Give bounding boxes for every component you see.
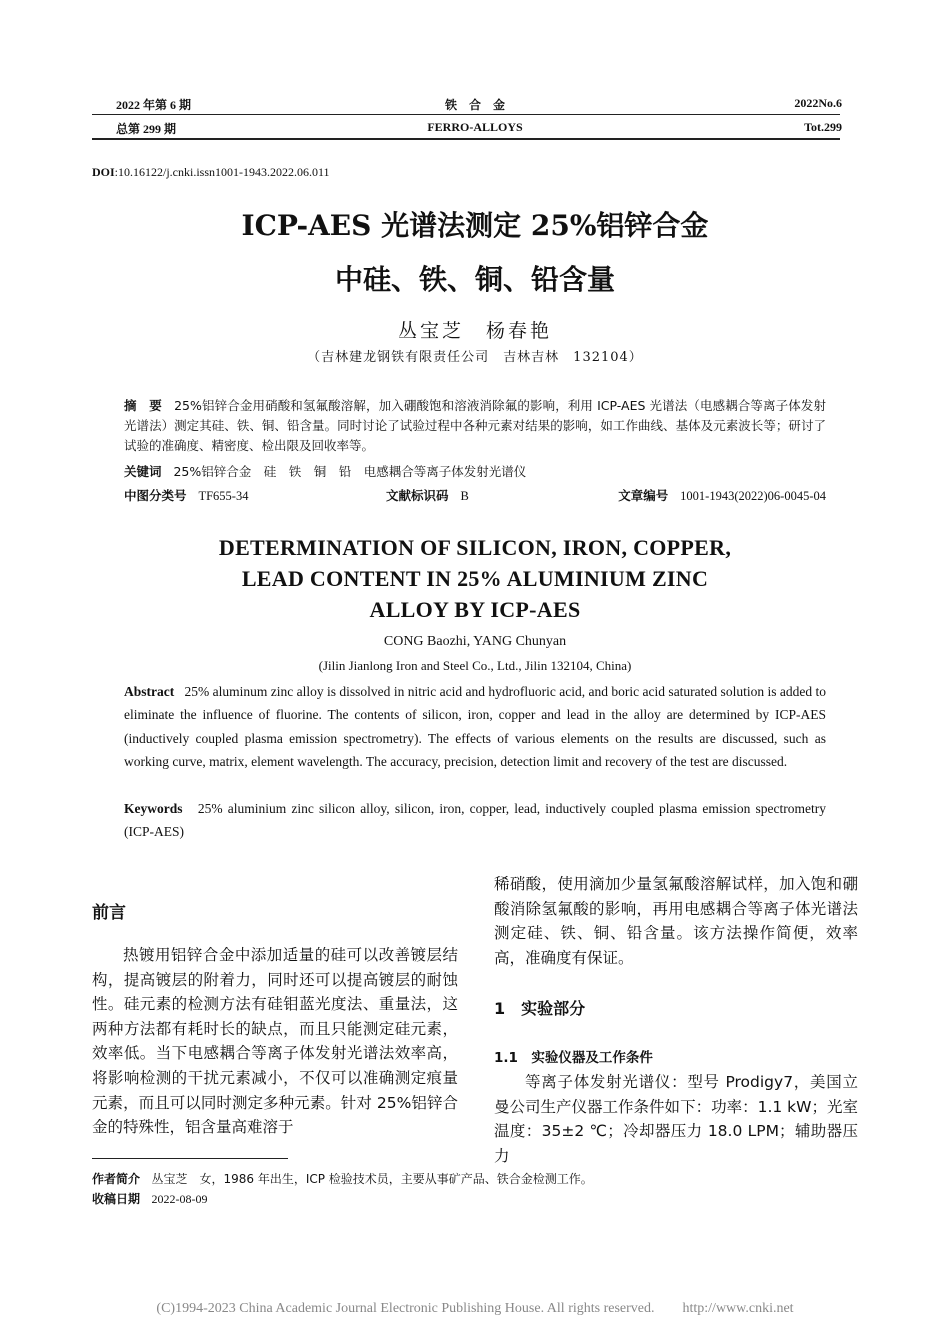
article-no-value: 1001-1943(2022)06-0045-04 [680,489,826,503]
article-no-label: 文章编号 [618,488,669,503]
section-heading-1: 1 实验部分 [494,999,586,1018]
author-bio-label: 作者简介 [92,1172,141,1186]
section-heading-1-1: 1.1 实验仪器及工作条件 [494,1050,653,1066]
affiliation-en: (Jilin Jianlong Iron and Steel Co., Ltd., Jilin 132104, China) [318,658,632,673]
total-issue-en: Tot.299 [804,120,842,134]
header-divider [92,114,840,115]
doi-label: DOI [92,165,115,179]
doi-value: :10.16122/j.cnki.issn1001-1943.2022.06.011 [114,165,330,179]
right-col-paragraph-2: 等离子体发射光谱仪：型号 Prodigy7，美国立曼公司生产仪器工作条件如下：功率：1.1 kW；光室温度：35±2 ℃；冷却器压力 18.0 LPM；辅助器压力 [494,1073,858,1165]
footnote-rule [92,1158,288,1159]
journal-name-cn: 铁 合 金 [444,98,505,112]
authors-cn: 丛宝芝 杨春艳 [397,320,552,342]
title-cn-line1: ICP-AES 光谱法测定 25%铝锌合金 [241,209,709,242]
doi [92,165,330,180]
total-issue: 总第 299 期 [116,122,177,136]
abstract-en-label: Abstract [124,684,175,699]
keywords-en [124,797,826,844]
copyright-footer: (C)1994-2023 China Academic Journal Electronic Publishing House. All rights reserved. http://www.cnki.net [156,1301,794,1316]
author-bio [92,1170,593,1187]
abstract-cn-text: 25%铝锌合金用硝酸和氢氟酸溶解，加入硼酸饱和溶液消除氟的影响，利用 ICP-AES 光谱法（电感耦合等离子体发射光谱法）测定其硅、铁、铜、铅含量。同时讨论了试验过程中各种元素对结果的影响，如工作曲线、基体及元素波长等；研讨了试验的准确度、精密度、检出限及回收率等。 [124,398,826,453]
section-heading-preface: 前言 [92,903,126,923]
received-date [92,1190,207,1207]
preface-paragraph: 热镀用铝锌合金中添加适量的硅可以改善镀层结构，提高镀层的附着力，同时还可以提高镀层的耐蚀性。硅元素的检测方法有硅钼蓝光度法、重量法，这两种方法都有耗时长的缺点，而且只能测定硅元素，效率低。当下电感耦合等离子体发射光谱法效率高，将影响检测的干扰元素减小，不仅可以准确测定痕量元素，而且可以同时测定多种元素。针对 25%铝锌合金的特殊性，铝含量高难溶于 [92,946,458,1137]
received-date-label: 收稿日期 [92,1192,141,1206]
authors-en: CONG Baozhi, YANG Chunyan [383,634,567,649]
doc-code-label: 文献标识码 [386,488,449,503]
journal-name-en: FERRO-ALLOYS [427,120,523,134]
right-col-paragraph-1: 稀硝酸，使用滴加少量氢氟酸溶解试样，加入饱和硼酸消除氢氟酸的影响，再用电感耦合等离子体光谱法测定硅、铁、铜、铅含量。该方法操作简便，效率高，准确度有保证。 [494,875,858,967]
affiliation-cn: （吉林建龙钢铁有限责任公司 吉林吉林 132104） [307,350,643,365]
keywords-cn [124,462,826,482]
keywords-en-text: 25% aluminium zinc silicon alloy, silicon, iron, copper, lead, inductively coupled plasma emission spectrometry (ICP-AES) [124,801,827,840]
issue-number: 2022 年第 6 期 [116,98,192,112]
title-cn-line2: 中硅、铁、铜、铅含量 [334,263,615,296]
clc-label: 中图分类号 [124,488,187,503]
clc-value: TF655-34 [198,489,249,503]
abstract-cn [124,396,826,456]
doc-code-value: B [460,489,469,503]
title-en-line3: ALLOY BY ICP-AES [369,597,581,622]
title-en-line2: LEAD CONTENT IN 25% ALUMINIUM ZINC [241,566,709,591]
abstract-en [124,680,826,773]
header-bottom-rule [92,138,840,140]
abstract-en-text: 25% aluminum zinc alloy is dissolved in nitric acid and hydrofluoric acid, and boric acid saturated solution is added to eliminate the influence of fluorine. The contents of silicon, iron, copper and lead in the alloy are determined by ICP-AES (inductively coupled plasma emission spectrometry). The effects of various elements on the results are discussed, such as working curve, matrix, element wavelength. The accuracy, precision, detection limit and recovery of the test are discussed. [124,684,827,769]
issue-number-en: 2022No.6 [794,96,842,110]
keywords-cn-text: 25%铝锌合金 硅 铁 铜 铅 电感耦合等离子体发射光谱仪 [173,464,527,479]
keywords-cn-label: 关键词 [124,464,162,479]
abstract-cn-label: 摘 要 [124,398,162,413]
title-en-line1: DETERMINATION OF SILICON, IRON, COPPER, [218,535,732,560]
author-bio-text: 丛宝芝 女，1986 年出生，ICP 检验技术员，主要从事矿产品、铁合金检测工作。 [151,1172,593,1186]
keywords-en-label: Keywords [124,801,183,816]
received-date-text: 2022-08-09 [151,1192,208,1206]
